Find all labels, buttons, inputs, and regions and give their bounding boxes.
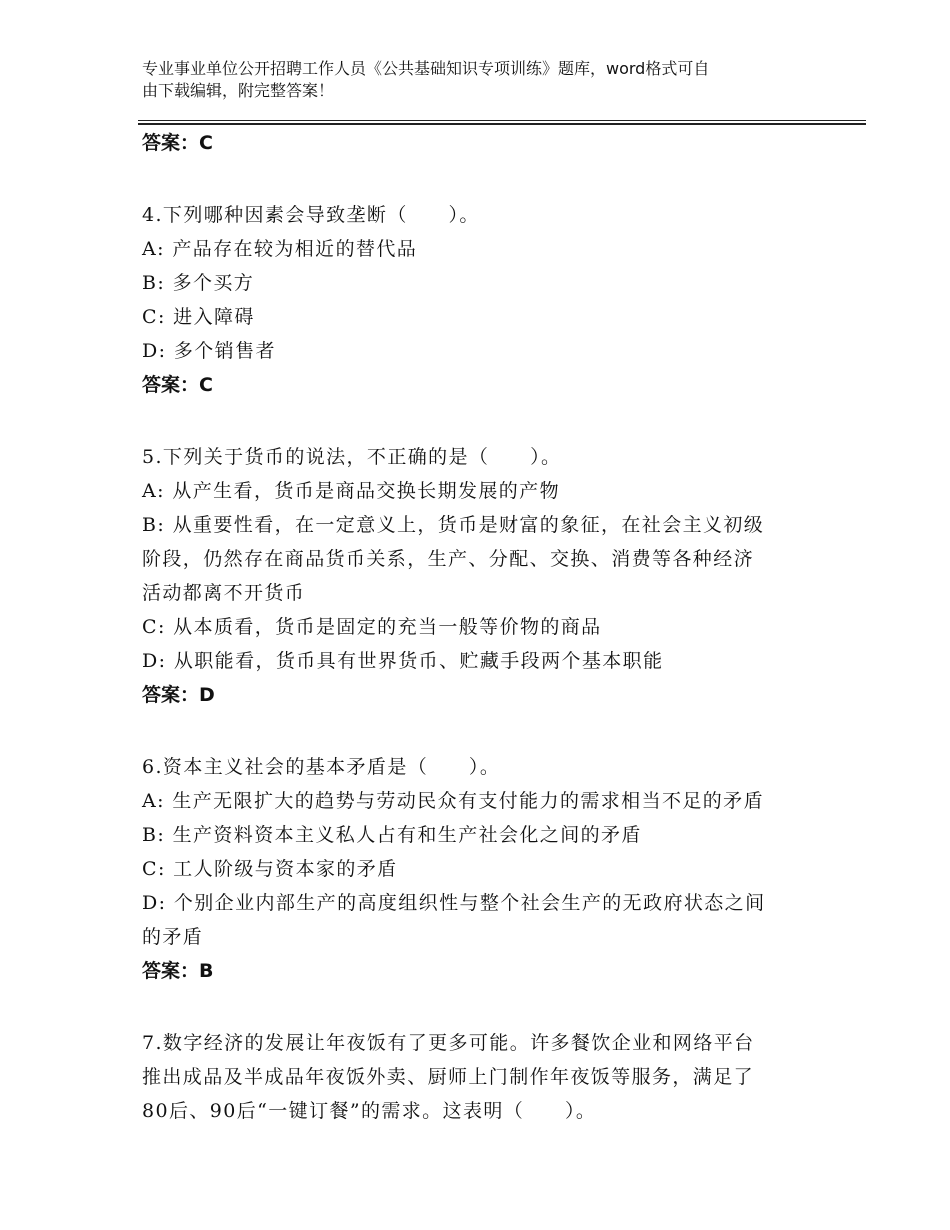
option-c: C: 工人阶级与资本家的矛盾: [142, 858, 398, 880]
question-4: [142, 198, 822, 402]
header-line: 专业事业单位公开招聘工作人员《公共基础知识专项训练》题库，word格式可自: [142, 59, 710, 78]
option-a: A: 产品存在较为相近的替代品: [142, 238, 418, 260]
header-divider: [138, 120, 866, 125]
question-stem: 5.下列关于货币的说法，不正确的是（ ）。: [142, 446, 562, 468]
question-5: [142, 440, 822, 712]
answer-label: 答案：C: [142, 374, 213, 396]
option-a: A: 生产无限扩大的趋势与劳动民众有支付能力的需求相当不足的矛盾: [142, 790, 764, 812]
option-b-continued: 活动都离不开货币: [142, 582, 306, 604]
question-stem: 7.数字经济的发展让年夜饭有了更多可能。许多餐饮企业和网络平台: [142, 1032, 755, 1054]
option-d: D: 从职能看，货币具有世界货币、贮藏手段两个基本职能: [142, 650, 664, 672]
question-stem-continued: 80后、90后“一键订餐”的需求。这表明（ ）。: [142, 1100, 597, 1122]
option-b-continued: 阶段，仍然存在商品货币关系，生产、分配、交换、消费等各种经济: [142, 548, 755, 570]
option-b: B: 从重要性看，在一定意义上，货币是财富的象征，在社会主义初级: [142, 514, 765, 536]
option-d: D: 多个销售者: [142, 340, 276, 362]
option-c: C: 从本质看，货币是固定的充当一般等价物的商品: [142, 616, 602, 638]
document-header: [142, 58, 822, 102]
question-stem-continued: 推出成品及半成品年夜饭外卖、厨师上门制作年夜饭等服务，满足了: [142, 1066, 755, 1088]
option-d: D: 个别企业内部生产的高度组织性与整个社会生产的无政府状态之间: [142, 892, 766, 914]
option-c: C: 进入障碍: [142, 306, 255, 328]
question-stem: 6.资本主义社会的基本矛盾是（ ）。: [142, 756, 501, 778]
option-d-continued: 的矛盾: [142, 926, 204, 948]
answer-label: 答案：C: [142, 132, 213, 154]
question-6: [142, 750, 822, 988]
answer-label: 答案：B: [142, 960, 214, 982]
option-b: B: 生产资料资本主义私人占有和生产社会化之间的矛盾: [142, 824, 642, 846]
option-b: B: 多个买方: [142, 272, 255, 294]
document-body: [142, 126, 822, 1128]
question-stem: 4.下列哪种因素会导致垄断（ ）。: [142, 204, 480, 226]
header-line: 由下载编辑，附完整答案！: [142, 81, 335, 100]
option-a: A: 从产生看，货币是商品交换长期发展的产物: [142, 480, 560, 502]
answer-label: 答案：D: [142, 684, 215, 706]
question-7: [142, 1026, 822, 1128]
